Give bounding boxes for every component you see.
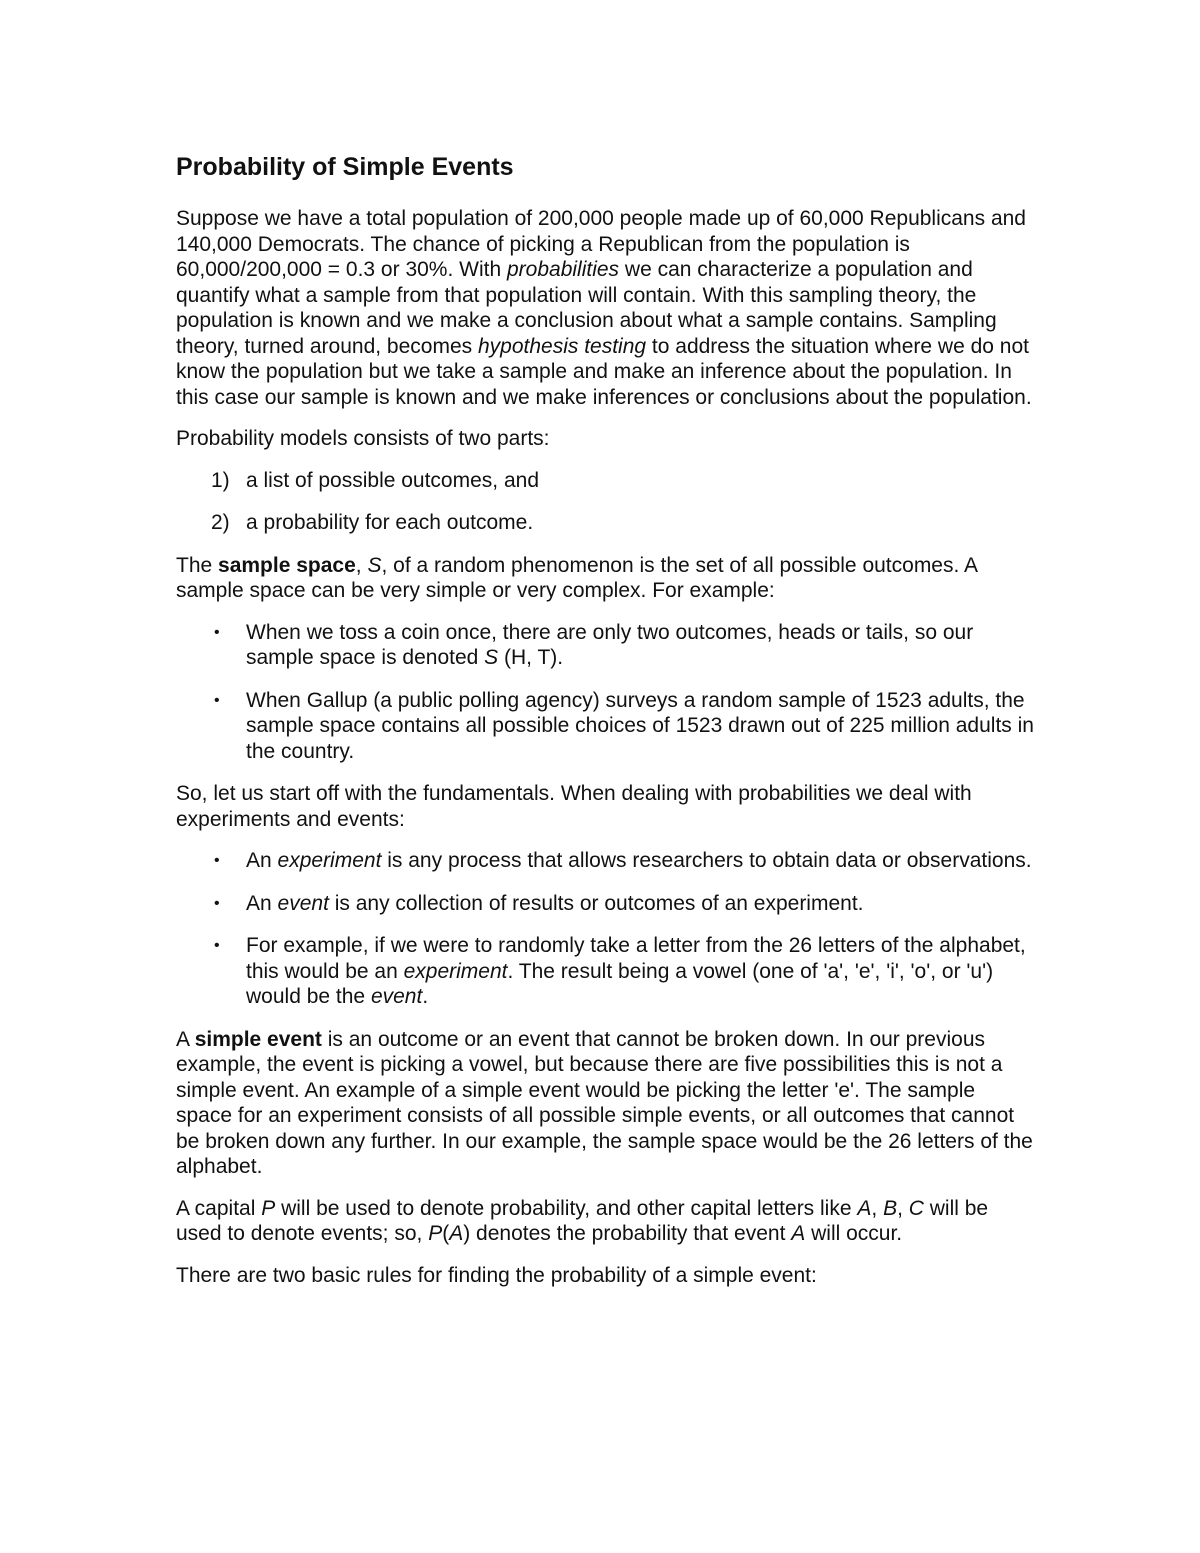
text-run: will occur. (805, 1222, 903, 1245)
list-item-text: a list of possible outcomes, and (246, 468, 539, 492)
text-run: will be used to denote probability, and other capital letters like (275, 1196, 858, 1220)
intro-term-hypothesis-testing: hypothesis testing (477, 334, 647, 358)
text-run: is any collection of results or outcomes of an experiment. (328, 891, 864, 915)
notation-paragraph (176, 1196, 1036, 1247)
text-run: For example, if we were to randomly take a letter from the 26 letters of the alphabet, this would be an (246, 934, 1026, 983)
text-run: is any process that allows researchers to obtain data or observations. (381, 849, 1032, 872)
list-item (176, 848, 1036, 874)
symbol-c: C (908, 1196, 924, 1220)
page-title: Probability of Simple Events (176, 153, 514, 181)
intro-text-1: Suppose we have a total population of 200,000 people made up of 60,000 Republicans and 140,000 Democrats. The chance of picking a Republican from the population is 60,000/200,000 = 0.3 or 30%. With (176, 207, 1026, 281)
rules-intro-paragraph: There are two basic rules for finding the probability of a simple event: (176, 1263, 817, 1287)
list-item (176, 620, 1036, 671)
text-run: A (176, 1027, 195, 1051)
text-run: An (246, 849, 278, 872)
bullet-icon: • (214, 894, 220, 912)
bullet-icon: • (214, 937, 220, 954)
symbol-s: S (367, 553, 382, 577)
intro-text-2: we can characterize a population and quantify what a sample from that population will contain. With this sampling theory, the population is known and we make a conclusion about what a sample contains. Sampling theory, turned around, becomes (176, 258, 997, 358)
bullet-icon: • (214, 691, 220, 709)
intro-text-3: to address the situation where we do not know the population but we take a sample and make an inference about the population. In this case our sample is known and we make inferences or conclusions about the population. (176, 334, 1032, 409)
text-run: A capital (176, 1196, 262, 1220)
term-event: event (370, 985, 423, 1008)
text-run: . The result being a vowel (one of 'a', 'e', 'i', 'o', or 'u') would be the (246, 959, 994, 1008)
text-run: , of a random phenomenon is the set of all possible outcomes. A sample space can be very simple or very complex. For example: (176, 553, 977, 602)
text-run: ( (442, 1222, 450, 1245)
list-item (176, 468, 1036, 494)
term-experiment: experiment (403, 959, 508, 983)
text-run: (H, T). (498, 646, 564, 669)
symbol-a: A (449, 1222, 464, 1245)
document-page (176, 150, 1036, 1304)
text-run: ) denotes the probability that event (463, 1222, 792, 1245)
term-sample-space: sample space (218, 553, 356, 577)
intro-term-probabilities: probabilities (506, 258, 620, 281)
fundamentals-paragraph: So, let us start off with the fundamentals. When dealing with probabilities we deal with experiments and events: (176, 782, 972, 831)
model-parts-list (176, 468, 1036, 536)
symbol-s: S (484, 646, 499, 669)
text-run: When Gallup (a public polling agency) surveys a random sample of 1523 adults, the sample space contains all possible choices of 1523 drawn out of 225 million adults in the country. (246, 688, 1034, 763)
list-item-text: a probability for each outcome. (246, 511, 534, 534)
models-intro-paragraph: Probability models consists of two parts: (176, 427, 550, 450)
intro-paragraph (176, 206, 1036, 410)
text-run: , (355, 553, 368, 577)
text-run: will be used to denote events; so, (176, 1196, 989, 1245)
simple-event-paragraph (176, 1027, 1036, 1180)
symbol-b: B (883, 1196, 898, 1220)
text-run: When we toss a coin once, there are only two outcomes, heads or tails, so our sample space is denoted (246, 620, 974, 669)
term-experiment: experiment (277, 849, 382, 872)
term-event: event (277, 891, 329, 915)
list-number: 2) (211, 511, 230, 534)
list-number: 1) (211, 468, 230, 492)
list-item (176, 688, 1036, 765)
text-run: , (897, 1196, 909, 1220)
text-run: , (871, 1196, 884, 1220)
text-run: An (246, 891, 278, 915)
list-item (176, 510, 1036, 536)
text-run: The (176, 553, 219, 577)
symbol-p: P (428, 1222, 443, 1245)
bullet-icon: • (214, 623, 220, 641)
sample-space-paragraph (176, 553, 1036, 604)
bullet-icon: • (214, 852, 220, 869)
text-run: is an outcome or an event that cannot be broken down. In our previous example, the event is picking a vowel, but because there are five possibilities this is not a simple event. An example of a simple event would be picking the letter 'e'. The sample space for an experiment consists of all possible simple events, or all outcomes that cannot be broken down any further. In our example, the sample space would be the 26 letters of the alphabet. (176, 1027, 1033, 1178)
list-item (176, 891, 1036, 917)
text-run: . (422, 985, 429, 1008)
symbol-a: A (857, 1196, 872, 1220)
symbol-p: P (261, 1196, 276, 1220)
list-item (176, 933, 1036, 1010)
term-simple-event: simple event (194, 1027, 322, 1051)
definitions-list (176, 848, 1036, 1010)
symbol-a: A (791, 1222, 806, 1245)
sample-space-examples-list (176, 620, 1036, 765)
